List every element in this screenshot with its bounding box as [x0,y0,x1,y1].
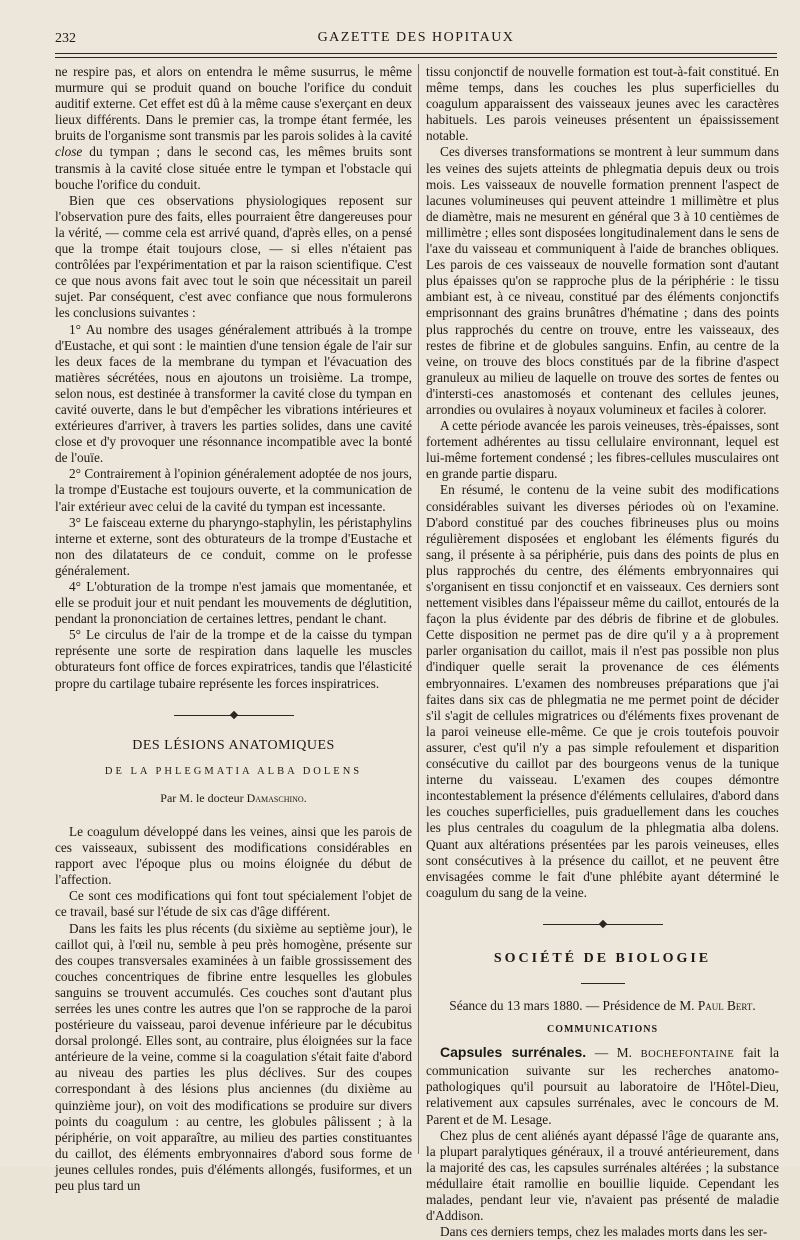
article-author: Par M. le docteur Damaschino. [160,790,307,805]
paragraph: Dans ces derniers temps, chez les malades morts dans les ser- [440,1224,768,1240]
paragraph: Capsules surrénales. — M. BOCHEFONTAINE fait la communication suivante sur les recherches anatomo-pathologiques qu'il poursuit au laboratoire de l'Hôtel-Dieu, relativement aux capsules surrénales, avec le concours de M. Parent et de M. Lesage. [426,1044,779,1127]
section-separator [55,706,412,724]
article-title: DES LÉSIONS ANATOMIQUES [132,737,335,753]
session-line: Séance du 13 mars 1880. — Présidence de M. Paul Bert. [449,997,756,1013]
conclusion-5: 5° Le circulus de l'air de la trompe et de la caisse du tympan représente une sorte de respiration dans laquelle les muscles obturateurs font office de forces expiratrices, tandis que l'élasticité propre du cartilage tubaire représente les forces inspiratrices. [55,627,412,691]
conclusion-2: 2° Contrairement à l'opinion généralement adoptée de nos jours, la trompe d'Eustache est toujours ouverte, et la communication de l'air extérieur avec celui de la cavité du tympan est incessante. [55,466,412,514]
paragraph: A cette période avancée les parois veineuses, très-épaisses, sont fortement adhérentes au tissu cellulaire environnant, lequel est lui-même fortement condensé ; les fibres-cellules musculaires ont en grande partie disparu. [426,418,779,482]
article-subtitle: DE LA PHLEGMATIA ALBA DOLENS [104,765,363,777]
section-separator [426,915,779,933]
short-rule [581,983,625,984]
paragraph: En résumé, le contenu de la veine subit des modifications considérables suivant les diverses périodes où on l'examine. D'abord constitué par des couches fibrineuses plus ou moins régulièrement disposées et englobant les éléments figurés du sang, il présente à sa périphérie, puis dans des points de plus en plus rapprochés du centre, des éléments embryonnaires qui s'organisent en tissu conjonctif et en vaisseaux. Ces derniers sont nettement visibles dans l'épaisseur même du caillot, entourés de la façon la plus évidente par des débris de fibrine et de globules. Cette disposition ne permet pas de dire qu'il y a à proprement parler organisation du caillot, mais il n'est pas possible non plus d'indiquer quelle serait la provenance de ces éléments embryonnaires. L'examen des nombreuses préparations que j'ai faites dans six cas de phlegmatia ne me permet point de décider s'il s'agit de cellules migratrices ou d'éléments fixes provenant de la paroi veineuse elle-même. Ce que je crois toutefois pouvoir assurer, c'est qu'il n'y a pas simple refoulement et disparition consécutive du caillot par des bourgeons venus de la tunique interne du vaisseau. L'examen des coupes démontre incontestablement la présence d'éléments cellulaires, d'abord dans les couches superficielles, puis graduellement dans les couches les plus centrales du coagulum de la phlegmatia alba dolens. Quant aux altérations présentées par les parois veineuses, elles sont consécutives à la présence du caillot, et ne peuvent être envisagées comme le fait d'une phlébite ayant déterminé le coagulum du sang de la veine. [426,482,779,900]
conclusion-1: 1° Au nombre des usages généralement attribués à la trompe d'Eustache, et qui sont : le maintien d'une tension égale de l'air sur les deux faces de la membrane du tympan et l'évacuation des matières sécrétées, nous en ajoutons un troisième. La trompe, selon nous, est destinée à transformer la cavité close du tympan en cavité ouverte, dans le but d'empêcher les vibrations intérieures et extérieures d'arriver, à travers les parties solides, dans une cavité close et d'y provoquer une résonnance incompatible avec la bonté de l'ouïe. [55,321,412,466]
paragraph: ne respire pas, et alors on entendra le même susurrus, le même murmure qui se produit quand on bouche l'orifice du conduit auditif externe. Cet effet est dû à la même cause s'exerçant en deux lieux différents. Dans le premier cas, la trompe étant fermée, les bruits de l'organisme sont transmis par les parois solides à la cavité close du tympan ; dans le second cas, les mêmes bruits sont transmis à la cavité close située entre le tympan et l'obstacle qui bouche l'orifice du conduit. [55,64,412,192]
left-column [55,64,412,1194]
page-header [55,27,777,49]
page-number: 232 [55,31,76,46]
header-rule [55,53,777,58]
paragraph: Ce sont ces modifications qui font tout spécialement l'objet de ce travail, basé sur l'étude de six cas d'âge différent. [55,888,412,920]
paragraph: Dans les faits les plus récents (du sixième au septième jour), le caillot qui, à l'œil nu, semble à peu près homogène, présente sur des coupes transversales examinées à un faible grossissement des couches concentriques de fibrine entre lesquelles les globules sanguins se trouvent accumulés. Ces couches sont d'autant plus serrées les unes contre les autres que l'on se rapproche de la paroi postérieure du vaisseau, paroi devenue inférieure par le décubitus dorsal prolongé. Elles sont, au contraire, plus éloignées sur la face antérieure de la veine, comme si la coagulation s'était faite d'abord au niveau des parties les plus déclives. Sur des coupes correspondant à des lésions plus anciennes (du dixième au quinzième jour), on voit des modifications se produire sur divers points du coagulum : au centre, les globules pâlissent ; à la périphérie, on voit apparaître, au milieu des parties constituantes du caillot, des éléments embryonnaires d'abord sous forme de jeunes cellules rondes, puis d'éléments allongés, fusiformes, et un peu plus tard un [55,920,412,1193]
paragraph: Chez plus de cent aliénés ayant dépassé l'âge de quarante ans, la plupart paralytiques généraux, il a trouvé antérieurement, dans la majorité des cas, les capsules surrénales altérées ; la substance médullaire était ramollie en bouillie liquide. Cependant les malades, pendant leur vie, n'avaient pas présenté de maladie d'Addison. [426,1127,779,1224]
paragraph: tissu conjonctif de nouvelle formation est tout-à-fait constitué. En même temps, dans les couches les plus superficielles du coagulum apparaissent des vaisseaux jeunes avec les caractères habituels. Les parois veineuses présentent un épaississement notable. [426,64,779,144]
paragraph: Le coagulum développé dans les veines, ainsi que les parois de ces vaisseaux, subissent des modifications considérables en rapport avec l'époque plus ou moins éloignée du début de l'affection. [55,823,412,888]
column-divider [418,64,419,1154]
running-title: GAZETTE DES HOPITAUX [317,30,515,45]
right-column [426,64,779,1240]
society-title: SOCIÉTÉ DE BIOLOGIE [493,950,712,966]
paragraph: Bien que ces observations physiologiques reposent sur l'observation pure des faits, elles pourraient être dangereuses pour la vérité, — comme cela est arrivé quand, d'après elles, on a pensé que la trompe était toujours close, — si elles n'étaient pas contrôlées par l'expérimentation et par la raison scientifique. C'est ce que nous avons fait avec tout le soin que nécessitait un pareil sujet. Par conséquent, c'est avec confiance que nous formulerons les conclusions suivantes : [55,192,412,321]
paragraph: Ces diverses transformations se montrent à leur summum dans les veines des sujets atteints de phlegmatia depuis deux ou trois mois. Les vaisseaux de nouvelle formation prennent l'aspect de lacunes volumineuses qui peuvent atteindre 1 millimètre et plus de diamètre, mais ne mesurent en général que 3 à 10 centièmes de millimètre ; elles sont disposées longitudinalement dans le sens de l'axe du vaisseau et communiquent à l'aide de branches obliques. Les parois de ces vaisseaux de nouvelle formation sont d'autant plus épaisses qu'on se rapproche plus de la périphérie : le tissu ambiant est, à ce niveau, constitué par des éléments conjonctifs emprisonnant des grains brunâtres d'hématine ; dans des points plus rapprochés du centre on trouve, entre les vaisseaux, des restes de fibrine et de globules sanguins. Enfin, au centre de la veine, on trouve des blocs constitués par de la fibrine d'aspect granuleux au milieu de laquelle on trouve des sortes de fentes ou d'intersti-ces anastomosés et contenant des cellules jeunes, arrondies ou ovulaires à noyaux volumineux et faciles à colorer. [426,144,779,417]
conclusion-4: 4° L'obturation de la trompe n'est jamais que momentanée, et elle se produit jour et nuit pendant les mouvements de déglutition, pendant la prononciation de certaines lettres, pendant le chant. [55,579,412,627]
communications-heading: COMMUNICATIONS [546,1024,659,1036]
conclusion-3: 3° Le faisceau externe du pharyngo-staphylin, les péristaphylins interne et externe, sont des obturateurs de la trompe d'Eustache et non des dilatateurs de ce conduit, comme on le professe généralement. [55,514,412,578]
